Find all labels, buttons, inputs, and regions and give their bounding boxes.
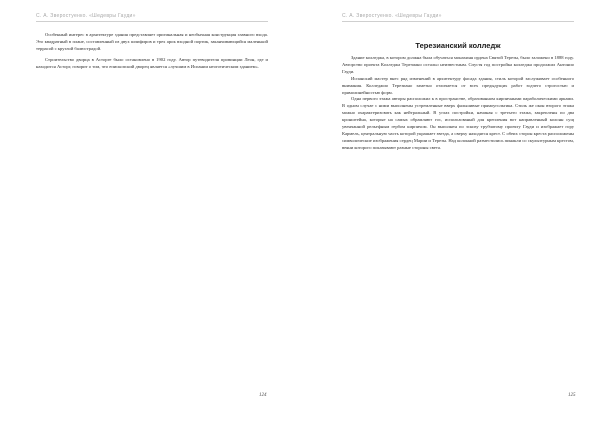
page-number: 125: [568, 393, 576, 398]
running-header: С. А. Зверостуенко. «Шедевры Гауди»: [36, 13, 136, 19]
chapter-title: Терезианский колледж: [415, 41, 501, 50]
page-number: 124: [259, 393, 267, 398]
right-page: [300, 0, 600, 424]
paragraph: Особенный интерес в архитектуре здания представляет оригинальная и необычная конструкция главного входа. Это квадратный в плане, составленный из двух шпифиров и трех арок входной портик, заканчивающийся маленькой террасой с круглой балюстрадой.: [36, 32, 268, 51]
header-rule: [36, 21, 268, 22]
body-text: [342, 55, 574, 152]
paragraph: Испанский мастер внес ряд изменений в архитектуру фасада здания, стиль которой заслуживает особенного внимания. Колледжио Терезиано заметно отличается от всех предыдущих работ зодчего строгостью и прямолинейностью форм.: [342, 75, 574, 95]
paragraph: Строительство дворца в Асторге было остановлено в 1902 году. Автор путеводителя провинции Леон, где и находится Асторг, говорит о том, что епископский дворец является «лучшим в Испании неоготическим зданием».: [36, 56, 268, 69]
paragraph: Здание колледжа, в котором должна была обучаться монахиня ордена Святой Терезы, было заложено в 1888 году. Авторство проекта Колледжа Терезиано остальо неизвестным. Спустя год постройка колледжа продолжил Антонио Гауди.: [342, 55, 574, 74]
header-rule: [342, 21, 574, 22]
paragraph: Одна первого этажа авторы расположил к в пространстве, образованном кирпичными параболическими арками. В одном случае с ними выполнены устремленные вверх фальшивые прямоугольтика. Стиль же окон второго этажа можно охарактеризовать как нейтральный. В углах постройки, начиная с третьего этажа, закреплены по два кронштейна, которые на самых обрамляют гос, использованый для крепления вот направленный колонн сущ увенчанной рельефным гербом кирпичом. Он выполнен по эскизу трубчатому проекту Гауди и изображает гору Кармель, центральную часть которой украшает звезда, а сверху находятся крест. С обеих сторон креста расположены символические изображения сердец Марии и Терезы. Над колонной разместились пинакли со скульптурным крестом, веяни которого показывают разные стороны света.: [342, 96, 574, 150]
body-text: [36, 32, 268, 71]
running-header: С. А. Зверостуенко. «Шедевры Гауди»: [342, 13, 442, 19]
